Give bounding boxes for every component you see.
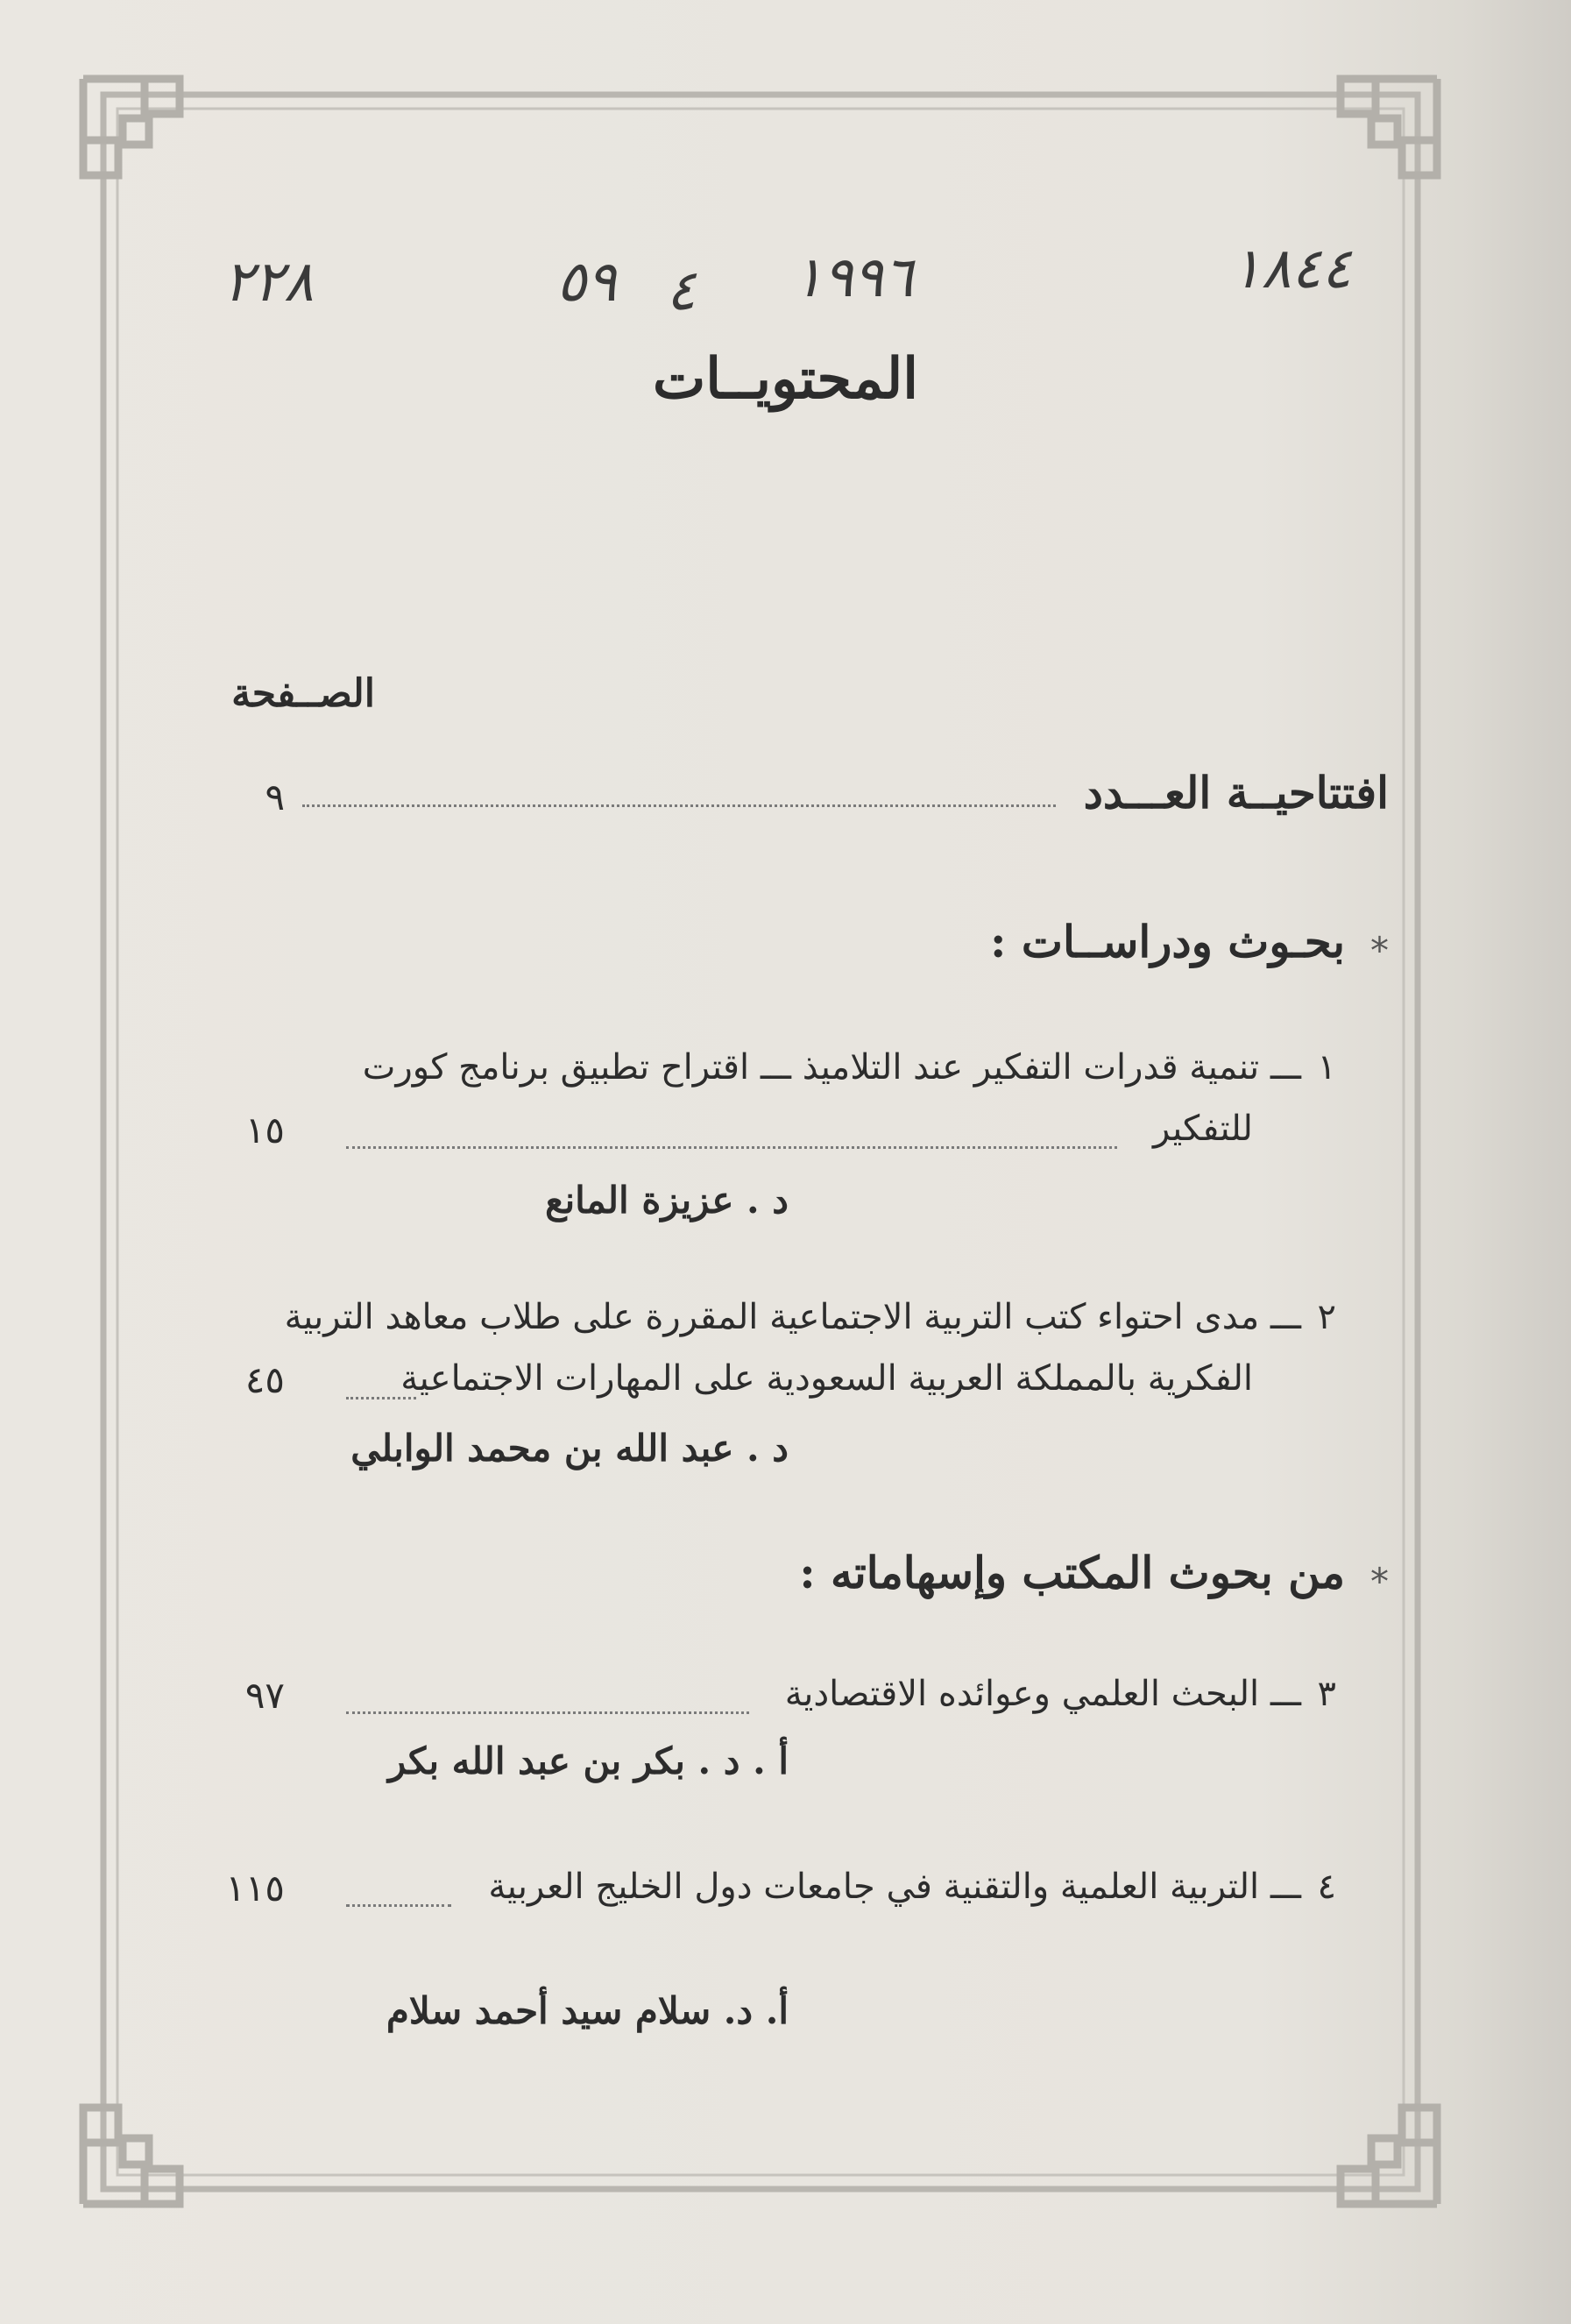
page-title: المحتويــات [652, 346, 919, 412]
editorial-leader-dots [302, 804, 1056, 807]
handwritten-month: ٤ [666, 259, 697, 323]
item-1-number: ١ [1317, 1047, 1336, 1088]
item-3-author: أ . د . بكر بن عبد الله بكر [387, 1739, 789, 1782]
item-4-leader-dots [346, 1904, 451, 1907]
item-4-number: ٤ [1317, 1867, 1336, 1907]
section-heading-office-research: من بحوث المكتب وإسهاماته : [799, 1547, 1345, 1598]
item-3-title: ـــ البحث العلمي وعوائده الاقتصادية [784, 1674, 1301, 1714]
item-3-number: ٣ [1317, 1674, 1336, 1714]
item-2-title-line1: ـــ مدى احتواء كتب التربية الاجتماعية المقررة على طلاب معاهد التربية [284, 1297, 1301, 1337]
page-column-label: الصــفحة [231, 671, 375, 716]
section-heading-research-studies: بحـوث ودراســات : [990, 916, 1345, 967]
handwritten-reference-left: ٢٢٨ [223, 250, 315, 315]
item-2-page-number: ٤٥ [244, 1358, 285, 1401]
item-1-leader-dots [346, 1146, 1117, 1149]
item-2-number: ٢ [1317, 1297, 1336, 1337]
item-1-page-number: ١٥ [244, 1109, 285, 1151]
item-4-title: ـــ التربية العلمية والتقنية في جامعات دول الخليج العربية [488, 1867, 1301, 1907]
item-2-title-line2: الفكرية بالمملكة العربية السعودية على المهارات الاجتماعية [400, 1358, 1253, 1399]
item-4-author: أ. د. سلام سيد أحمد سلام [386, 1989, 789, 2032]
handwritten-year: ١٩٩٦ [793, 245, 914, 310]
item-1-title-line1: ـــ تنمية قدرات التفكير عند التلاميذ ـــ اقتراح تطبيق برنامج كورت [362, 1047, 1301, 1088]
item-4-page-number: ١١٥ [225, 1867, 285, 1910]
item-2-author: د . عبد الله بن محمد الوابلي [350, 1427, 789, 1470]
section-marker-1: * [1370, 929, 1389, 972]
item-2-leader-dots [346, 1397, 416, 1399]
editorial-page-number: ٩ [265, 776, 285, 818]
item-3-page-number: ٩٧ [244, 1674, 285, 1717]
editorial-label: افتتاحيــة العـــدد [1083, 767, 1389, 818]
item-1-title-line2: للتفكير [1153, 1109, 1253, 1149]
handwritten-issue: ٥٩ [556, 250, 617, 315]
item-3-leader-dots [346, 1711, 749, 1714]
handwritten-reference-right: ١٨٤٤ [1231, 237, 1352, 301]
item-1-author: د . عزيزة المانع [545, 1179, 789, 1222]
section-marker-2: * [1370, 1560, 1389, 1603]
